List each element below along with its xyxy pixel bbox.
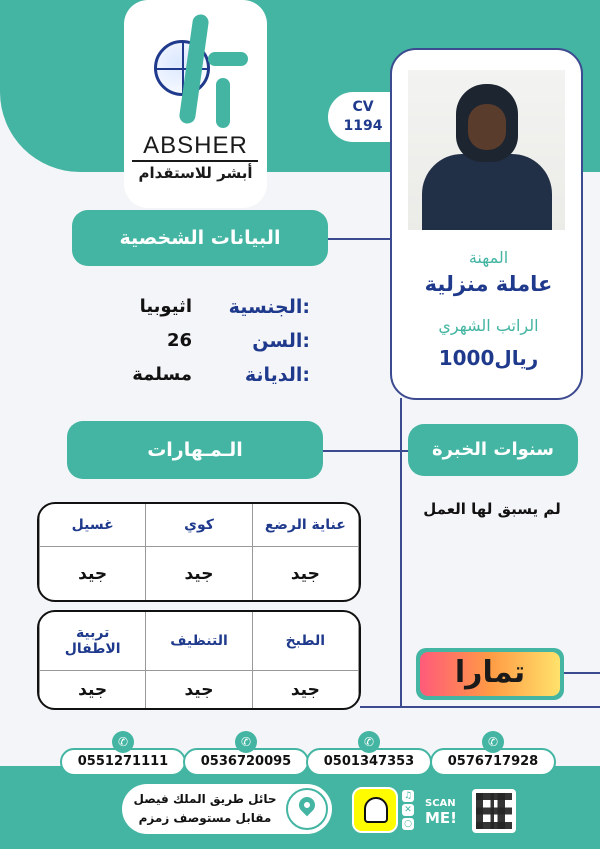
address-text — [130, 790, 280, 828]
address-line-1: حائل طريق الملك فيصل — [133, 792, 277, 806]
info-row-age — [60, 330, 310, 360]
skills-table-1 — [37, 502, 361, 602]
qr-pattern — [476, 793, 512, 829]
experience-value: لم يسبق لها العمل — [423, 500, 561, 518]
skill-name: كوي — [146, 504, 252, 547]
brand-tag — [416, 648, 564, 700]
logo-calligraphy-3 — [216, 78, 230, 128]
connector-personal — [320, 238, 392, 240]
address-box — [122, 784, 332, 834]
info-row-nationality — [60, 296, 310, 326]
skill-name: الطبخ — [252, 612, 358, 671]
skills-table-2 — [37, 610, 361, 710]
snapchat-icon[interactable] — [352, 787, 398, 833]
logo-calligraphy-2 — [208, 52, 248, 66]
skill-level: جيد — [146, 547, 252, 600]
salary-label: الراتب الشهري — [438, 316, 539, 335]
phone-pill-4[interactable]: 0576717928 — [430, 748, 556, 776]
scan-label — [425, 796, 469, 826]
connector-skills — [320, 450, 410, 452]
skills-title: الـمـهارات — [67, 421, 323, 479]
skill-level: جيد — [40, 547, 146, 600]
connector-vertical — [400, 398, 402, 708]
phone-icon: ✆ — [235, 731, 257, 753]
skill-name: عناية الرضع — [252, 504, 358, 547]
skill-name: تربية الاطفال — [40, 612, 146, 671]
connector-bottom — [360, 706, 600, 708]
info-label: الجنسية: — [228, 296, 310, 318]
info-row-religion — [60, 364, 310, 394]
skill-name: التنظيف — [146, 612, 252, 671]
scan-line-2: ME! — [425, 809, 458, 827]
cv-label: CV — [352, 99, 374, 115]
skill-level: جيد — [252, 671, 358, 708]
tiktok-icon[interactable]: ♫ — [403, 791, 413, 801]
logo-arabic: أبشر للاستقدام — [138, 164, 253, 182]
connector-brand — [560, 672, 600, 674]
qr-code[interactable] — [472, 789, 516, 833]
profession-value: عاملة منزلية — [424, 272, 553, 296]
personal-info-title: البيانات الشخصية — [72, 210, 328, 266]
skill-level: جيد — [252, 547, 358, 600]
candidate-photo — [408, 70, 565, 230]
phone-pill-3[interactable]: 0501347353 — [306, 748, 432, 776]
phone-pill-1[interactable]: 0551271111 — [60, 748, 186, 776]
skill-level: جيد — [40, 671, 146, 708]
info-label: الديانة: — [244, 364, 310, 386]
info-label: السن: — [252, 330, 310, 352]
instagram-icon[interactable]: ○ — [402, 818, 414, 830]
salary-value: 1000ريال — [438, 346, 539, 370]
logo-card — [124, 0, 267, 208]
location-icon[interactable] — [286, 788, 328, 830]
cv-badge — [328, 92, 398, 142]
x-icon[interactable]: ✕ — [402, 804, 414, 816]
brand-name: تمارا — [420, 652, 560, 696]
info-value: مسلمة — [132, 364, 192, 385]
experience-title: سنوات الخبرة — [408, 424, 578, 476]
scan-line-1: SCAN — [425, 798, 456, 809]
address-line-2: مقابل مستوصف زمزم — [138, 811, 272, 825]
logo-latin: ABSHER — [143, 132, 248, 159]
phone-icon: ✆ — [112, 731, 134, 753]
social-icons — [402, 790, 416, 832]
skill-name: غسيل — [40, 504, 146, 547]
cv-number: 1194 — [343, 118, 383, 134]
phone-icon: ✆ — [482, 731, 504, 753]
profile-card — [390, 48, 583, 400]
phone-pill-2[interactable]: 0536720095 — [183, 748, 309, 776]
info-value: 26 — [166, 330, 192, 351]
phone-icon: ✆ — [358, 731, 380, 753]
info-value: اثيوبيا — [139, 296, 192, 317]
profession-label: المهنة — [468, 248, 509, 267]
skill-level: جيد — [146, 671, 252, 708]
logo-divider — [132, 160, 258, 162]
